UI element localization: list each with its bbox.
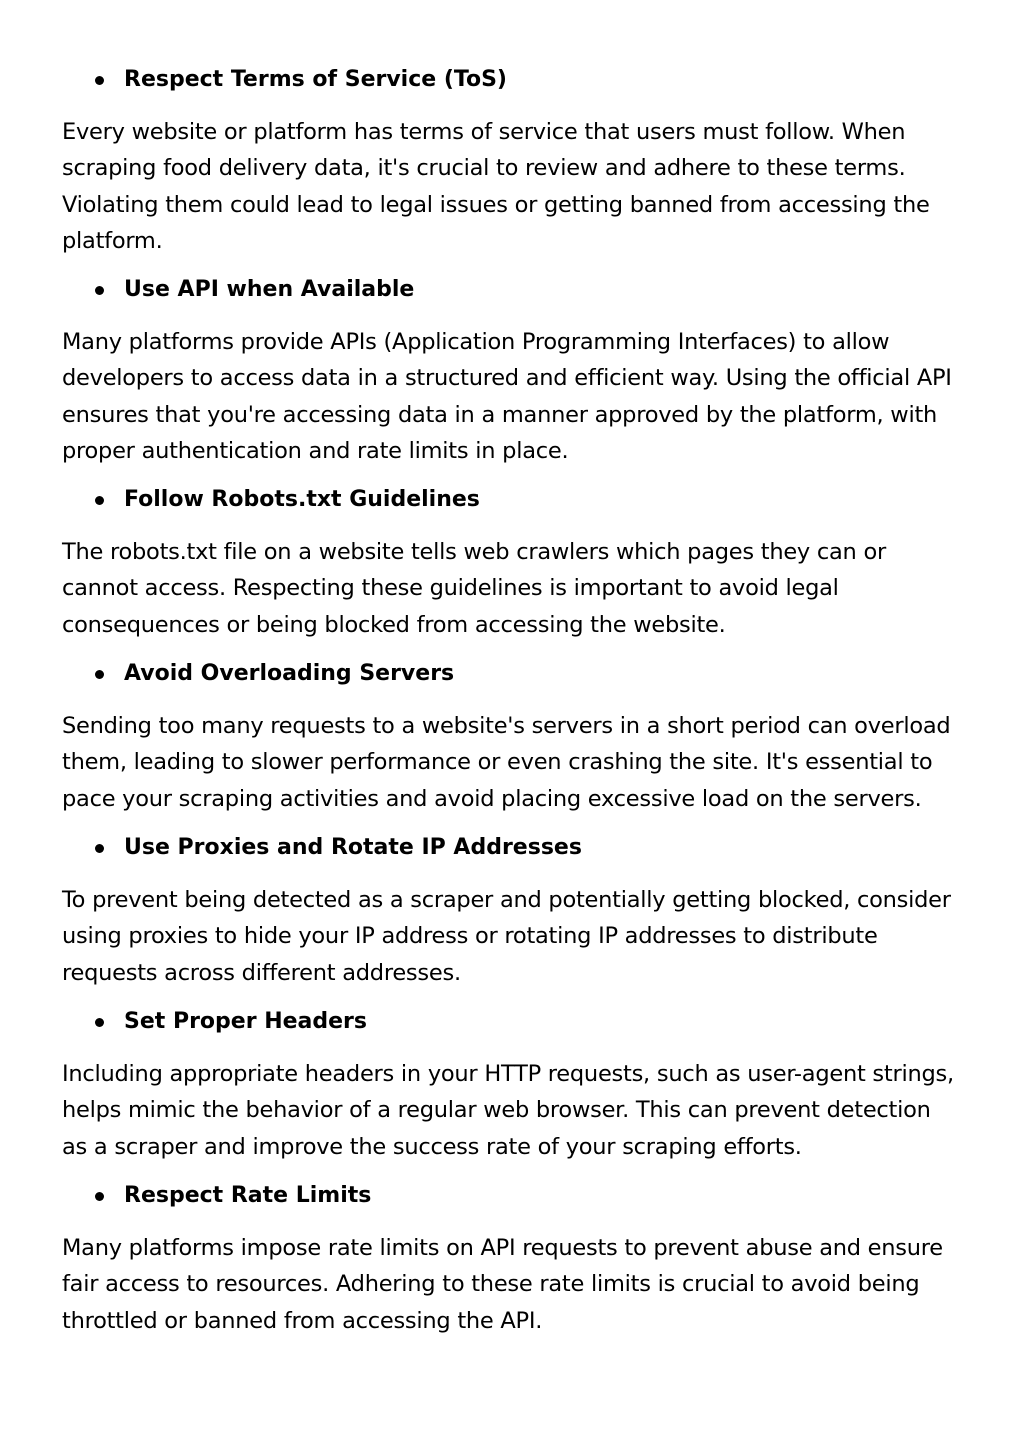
section-headers bbox=[62, 1006, 962, 1165]
section-proxies bbox=[62, 832, 962, 991]
section-heading: Use API when Available bbox=[124, 277, 415, 302]
paragraph-line: Many platforms provide APIs (Application Programming Interfaces) to allow bbox=[62, 329, 890, 355]
section-paragraph bbox=[62, 1056, 962, 1165]
section-heading: Avoid Overloading Servers bbox=[124, 661, 455, 686]
section-paragraph bbox=[62, 708, 962, 817]
bullet-icon bbox=[95, 496, 104, 505]
paragraph-line: cannot access. Respecting these guidelines is important to avoid legal bbox=[62, 575, 839, 602]
section-heading: Respect Terms of Service (ToS) bbox=[124, 67, 507, 92]
paragraph-line: platform. bbox=[62, 227, 163, 254]
paragraph-line: ensures that you're accessing data in a manner approved by the platform, with bbox=[62, 401, 938, 428]
section-paragraph bbox=[62, 1230, 962, 1339]
section-respect-tos bbox=[62, 64, 962, 259]
section-paragraph bbox=[62, 324, 962, 469]
bullet-icon bbox=[95, 76, 104, 85]
section-heading: Respect Rate Limits bbox=[124, 1183, 372, 1208]
section-avoid-overloading bbox=[62, 658, 962, 817]
paragraph-line: scraping food delivery data, it's crucial to review and adhere to these terms. bbox=[62, 155, 906, 182]
paragraph-line: consequences or being blocked from accessing the website. bbox=[62, 611, 726, 638]
paragraph-line: using proxies to hide your IP address or rotating IP addresses to distribute bbox=[62, 923, 878, 950]
bullet-icon bbox=[95, 1192, 104, 1201]
bullet-icon bbox=[95, 286, 104, 295]
paragraph-line: requests across different addresses. bbox=[62, 959, 461, 986]
section-heading: Set Proper Headers bbox=[124, 1009, 367, 1034]
paragraph-line: Many platforms impose rate limits on API requests to prevent abuse and ensure bbox=[62, 1235, 943, 1261]
paragraph-line: pace your scraping activities and avoid placing excessive load on the servers. bbox=[62, 785, 922, 812]
paragraph-line: Including appropriate headers in your HTTP requests, such as user-agent strings, bbox=[62, 1061, 954, 1087]
paragraph-line: fair access to resources. Adhering to these rate limits is crucial to avoid being bbox=[62, 1271, 920, 1298]
paragraph-line: them, leading to slower performance or even crashing the site. It's essential to bbox=[62, 749, 933, 776]
paragraph-line: To prevent being detected as a scraper and potentially getting blocked, consider bbox=[62, 887, 951, 913]
section-paragraph bbox=[62, 114, 962, 259]
section-use-api bbox=[62, 274, 962, 469]
bullet-icon bbox=[95, 1018, 104, 1027]
bullet-icon bbox=[95, 844, 104, 853]
paragraph-line: developers to access data in a structured and efficient way. Using the official API bbox=[62, 365, 952, 392]
paragraph-line: Every website or platform has terms of service that users must follow. When bbox=[62, 119, 906, 145]
section-paragraph bbox=[62, 534, 962, 643]
paragraph-line: helps mimic the behavior of a regular web browser. This can prevent detection bbox=[62, 1097, 931, 1124]
paragraph-line: throttled or banned from accessing the API. bbox=[62, 1307, 543, 1334]
paragraph-line: Violating them could lead to legal issues or getting banned from accessing the bbox=[62, 191, 930, 218]
paragraph-line: as a scraper and improve the success rate of your scraping efforts. bbox=[62, 1133, 802, 1160]
paragraph-line: Sending too many requests to a website's servers in a short period can overload bbox=[62, 713, 951, 739]
section-heading: Follow Robots.txt Guidelines bbox=[124, 487, 480, 512]
section-heading: Use Proxies and Rotate IP Addresses bbox=[124, 835, 582, 860]
section-rate-limits bbox=[62, 1180, 962, 1339]
paragraph-line: proper authentication and rate limits in place. bbox=[62, 437, 569, 464]
paragraph-line: The robots.txt file on a website tells web crawlers which pages they can or bbox=[62, 539, 886, 565]
bullet-icon bbox=[95, 670, 104, 679]
section-robots-txt bbox=[62, 484, 962, 643]
section-paragraph bbox=[62, 882, 962, 991]
